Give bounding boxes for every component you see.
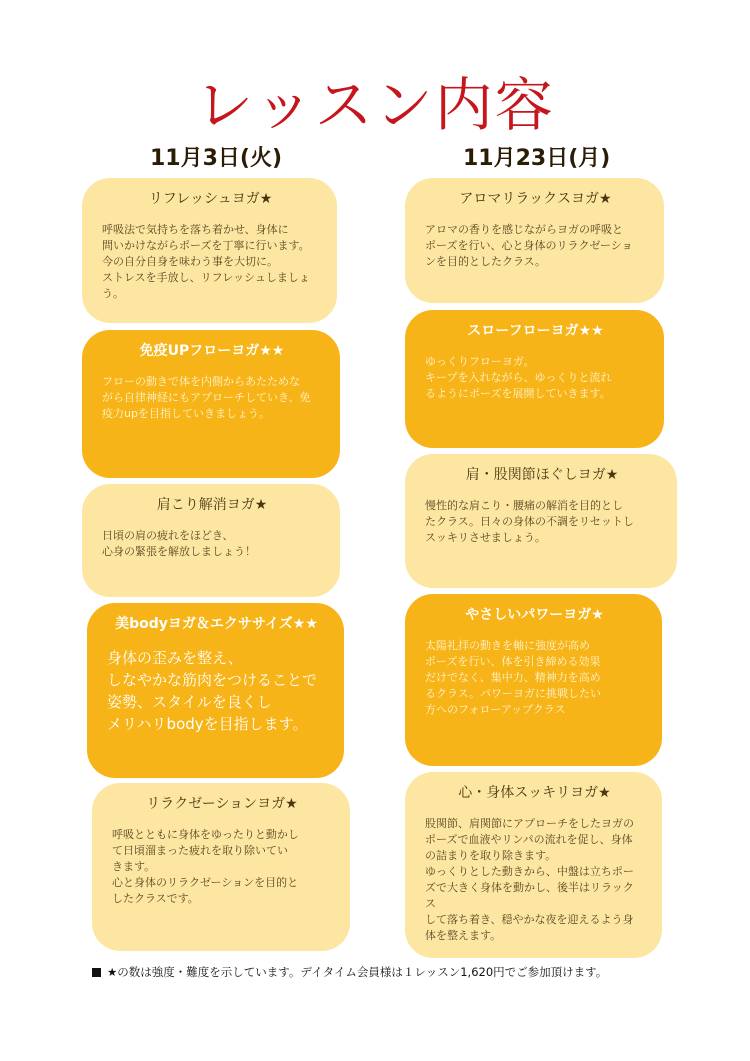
date-left: 11月3日(火) xyxy=(150,146,283,171)
footer-note-text: ★の数は強度・難度を示しています。デイタイム会員様は１レッスン1,620円でご参加頂けます。 xyxy=(107,965,608,979)
lesson-description: 呼吸とともに身体をゆったりと動かし て日頃溜まった疲れを取り除いてい きます。 心と身体のリラクゼーションを目的と したクラスです。 xyxy=(112,828,299,905)
lesson-title: アロマリラックスヨガ★ xyxy=(459,191,612,207)
lesson-card-aroma-relax-yoga xyxy=(405,178,664,303)
lesson-description: 慢性的な肩こり・腰痛の解消を目的とし たクラス。日々の身体の不調をリセットし スッキリさせましょう。 xyxy=(425,499,634,544)
lesson-card-immunity-flow-yoga xyxy=(82,330,340,478)
lesson-card-slow-flow-yoga xyxy=(405,310,664,448)
lesson-description: 太陽礼拝の動きを軸に強度が高め ポーズを行い、体を引き締める効果 だけでなく、集中力、精神力を高め るクラス。パワーヨガに挑戦したい 方へのフォローアップクラス xyxy=(425,639,601,716)
lesson-description: ゆっくりフローヨガ。 キープを入れながら、ゆっくりと流れ るようにポーズを展開していきます。 xyxy=(425,355,612,400)
lesson-title: スローフローヨガ★★ xyxy=(467,323,604,339)
lesson-title: リフレッシュヨガ★ xyxy=(148,191,273,207)
lesson-description: 日頃の肩の疲れをほどき、 心身の緊張を解放しましょう！ xyxy=(102,529,256,558)
lesson-title: リラクゼーションヨガ★ xyxy=(146,796,298,812)
lesson-title: 美bodyヨガ＆エクササイズ★★ xyxy=(115,616,318,632)
lesson-description: 身体の歪みを整え、 しなやかな筋肉をつけることで 姿勢、スタイルを良くし メリハリbodyを目指します。 xyxy=(107,649,318,733)
lesson-description: アロマの香りを感じながらヨガの呼吸と ポーズを行い、心と身体のリラクゼーショ ンを目的としたクラス。 xyxy=(425,223,633,268)
lesson-title: やさしいパワーヨガ★ xyxy=(465,607,604,623)
lesson-title: 免疫UPフローヨガ★★ xyxy=(139,343,285,359)
lesson-card-relaxation-yoga xyxy=(92,783,350,951)
lesson-card-shoulder-relief-yoga xyxy=(82,484,340,597)
lesson-card-beauty-body-yoga xyxy=(87,603,344,778)
lesson-card-shoulder-hip-yoga xyxy=(405,454,677,588)
lesson-title: 心・身体スッキリヨガ★ xyxy=(458,785,611,801)
lesson-description: 呼吸法で気持ちを落ち着かせ、身体に 問いかけながらポーズを丁寧に行います。 今の自分自身を味わう事を大切に。 ストレスを手放し、リフレッシュしましょう。 xyxy=(102,223,310,300)
lesson-card-mind-body-refresh-yoga xyxy=(405,772,662,958)
page-title: レッスン内容 xyxy=(195,71,555,139)
lesson-description: 股関節、肩関節にアプローチをしたヨガの ポーズで血液やリンパの流れを促し、身体 の詰まりを取り除きます。 ゆっくりとした動きから、中盤は立ちポー ズで大きく身体を動かし、後半はリラックス して落ち着き、穏やかな夜を迎えるよう身 体を整えます。 xyxy=(425,817,634,942)
square-bullet-icon xyxy=(92,968,101,977)
lesson-card-gentle-power-yoga xyxy=(405,594,662,766)
date-right: 11月23日(月) xyxy=(463,146,611,171)
lesson-title: 肩・股関節ほぐしヨガ★ xyxy=(465,467,619,483)
lesson-description: フローの動きで体を内側からあたためな がら自律神経にもアプローチしていき、免 疫力upを目指していきましょう。 xyxy=(102,375,311,420)
lesson-title: 肩こり解消ヨガ★ xyxy=(156,497,268,513)
footer-note xyxy=(92,963,607,981)
lesson-card-refresh-yoga xyxy=(82,178,337,323)
